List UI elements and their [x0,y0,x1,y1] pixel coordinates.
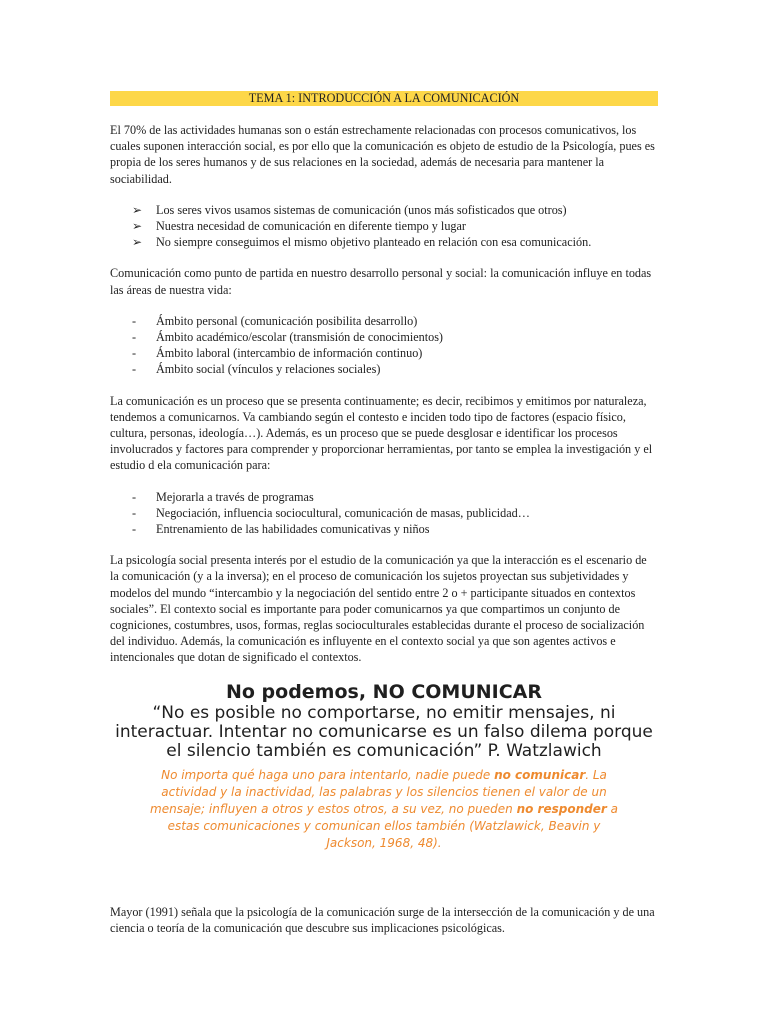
emphasis-no-responder: no responder [516,801,607,816]
arrow-list [110,202,658,251]
list-item: - Ámbito social (vínculos y relaciones sociales) [132,362,381,377]
list-item: - Negociación, influencia sociocultural, comunicación de masas, publicidad… [132,505,530,520]
dash-bullet: - [132,505,137,520]
page-title: TEMA 1: INTRODUCCIÓN A LA COMUNICACIÓN [110,91,658,106]
paragraph-intro: El 70% de las actividades humanas son o están estrechamente relacionadas con procesos comunicativos, los cuales suponen interacción social, es por ello que la comunicación es objeto de estudio de la Psicología, pues es propia de los seres humanos y de sus relaciones en la sociedad, además de necesaria para mantener la sociabilidad. [110,123,655,186]
dash-bullet: - [132,330,137,345]
arrow-bullet-icon: ➢ [132,219,143,234]
quote-main: “No es posible no comportarse, no emitir mensajes, ni interactuar. Intentar no comunicarse es un falso dilema porque el silencio también es comunicación” P. Watzlawich [115,702,653,761]
quote-heading: No podemos, NO COMUNICAR [225,680,543,703]
dash-bullet: - [132,346,137,361]
list-item: ➢ No siempre conseguimos el mismo objetivo planteado en relación con esa comunicación. [132,235,592,250]
paragraph-closing: Mayor (1991) señala que la psicología de la comunicación surge de la intersección de la comunicación y de una ciencia o teoría de la comunicación que descubre sus implicaciones psicológicas. [110,904,655,935]
dash-bullet: - [132,362,137,377]
arrow-bullet-icon: ➢ [132,235,143,250]
list-item: ➢ Los seres vivos usamos sistemas de comunicación (unos más sofisticados que otros) [132,202,567,217]
paragraph-process: La comunicación es un proceso que se presenta continuamente; es decir, recibimos y emitimos por naturaleza, tendemos a comunicarnos. Va cambiando según el contesto e inciden todo tipo de factores (espacio físico, cultura, personas, ideología…). Además, es un proceso que se puede desglosar e identificar los procesos involucrados y factores para comprender y proporcionar herramientas, por tanto se emplea la investigación y el estudio d ela comunicación para: [110,393,653,473]
list-item: - Entrenamiento de las habilidades comunicativas y niños [132,522,430,537]
areas-list [110,313,658,378]
dash-bullet: - [132,313,137,328]
emphasis-no-comunicar: no comunicar [494,767,586,782]
paragraph-areas: Comunicación como punto de partida en nuestro desarrollo personal y social: la comunicación influye en todas las áreas de nuestra vida: [110,266,652,297]
paragraph-social-psychology: La psicología social presenta interés por el estudio de la comunicación ya que la interacción es el escenario de la comunicación (y a la inversa); en el proceso de comunicación los sujetos proyectan sus subjetividades y modelos del mundo “intercambio y la negociación del sentido entre 2 o + participante situados en contextos sociales”. El contexto social es importante para poder comunicarnos ya que compartimos un conjunto de cogniciones, costumbres, usos, formas, reglas socioculturales establecidas durante el proceso de socialización del individuo. Además, la comunicación es influyente en el contexto social ya que son agentes activos e intencionales que dotan de significado el contextos. [110,553,647,665]
arrow-bullet-icon: ➢ [132,202,143,217]
document-body [110,91,658,951]
list-item: - Ámbito personal (comunicación posibilita desarrollo) [132,313,418,328]
dash-bullet: - [132,489,137,504]
quote-citation: No importa qué haga uno para intentarlo, nadie puede no comunicar. La actividad y la inactividad, las palabras y los silencios tienen el valor de un mensaje; influyen a otros y estos otros, a su vez, no pueden no responder a estas comunicaciones y comunican ellos también (Watzlawick, Beavin y Jackson, 1968, 48). [150,767,618,850]
dash-bullet: - [132,522,137,537]
quote-block [110,681,658,852]
list-item: - Mejorarla a través de programas [132,489,314,504]
list-item: - Ámbito académico/escolar (transmisión de conocimientos) [132,330,443,345]
list-item: - Ámbito laboral (intercambio de información continuo) [132,346,423,361]
uses-list [110,489,658,538]
list-item: ➢ Nuestra necesidad de comunicación en diferente tiempo y lugar [132,219,466,234]
